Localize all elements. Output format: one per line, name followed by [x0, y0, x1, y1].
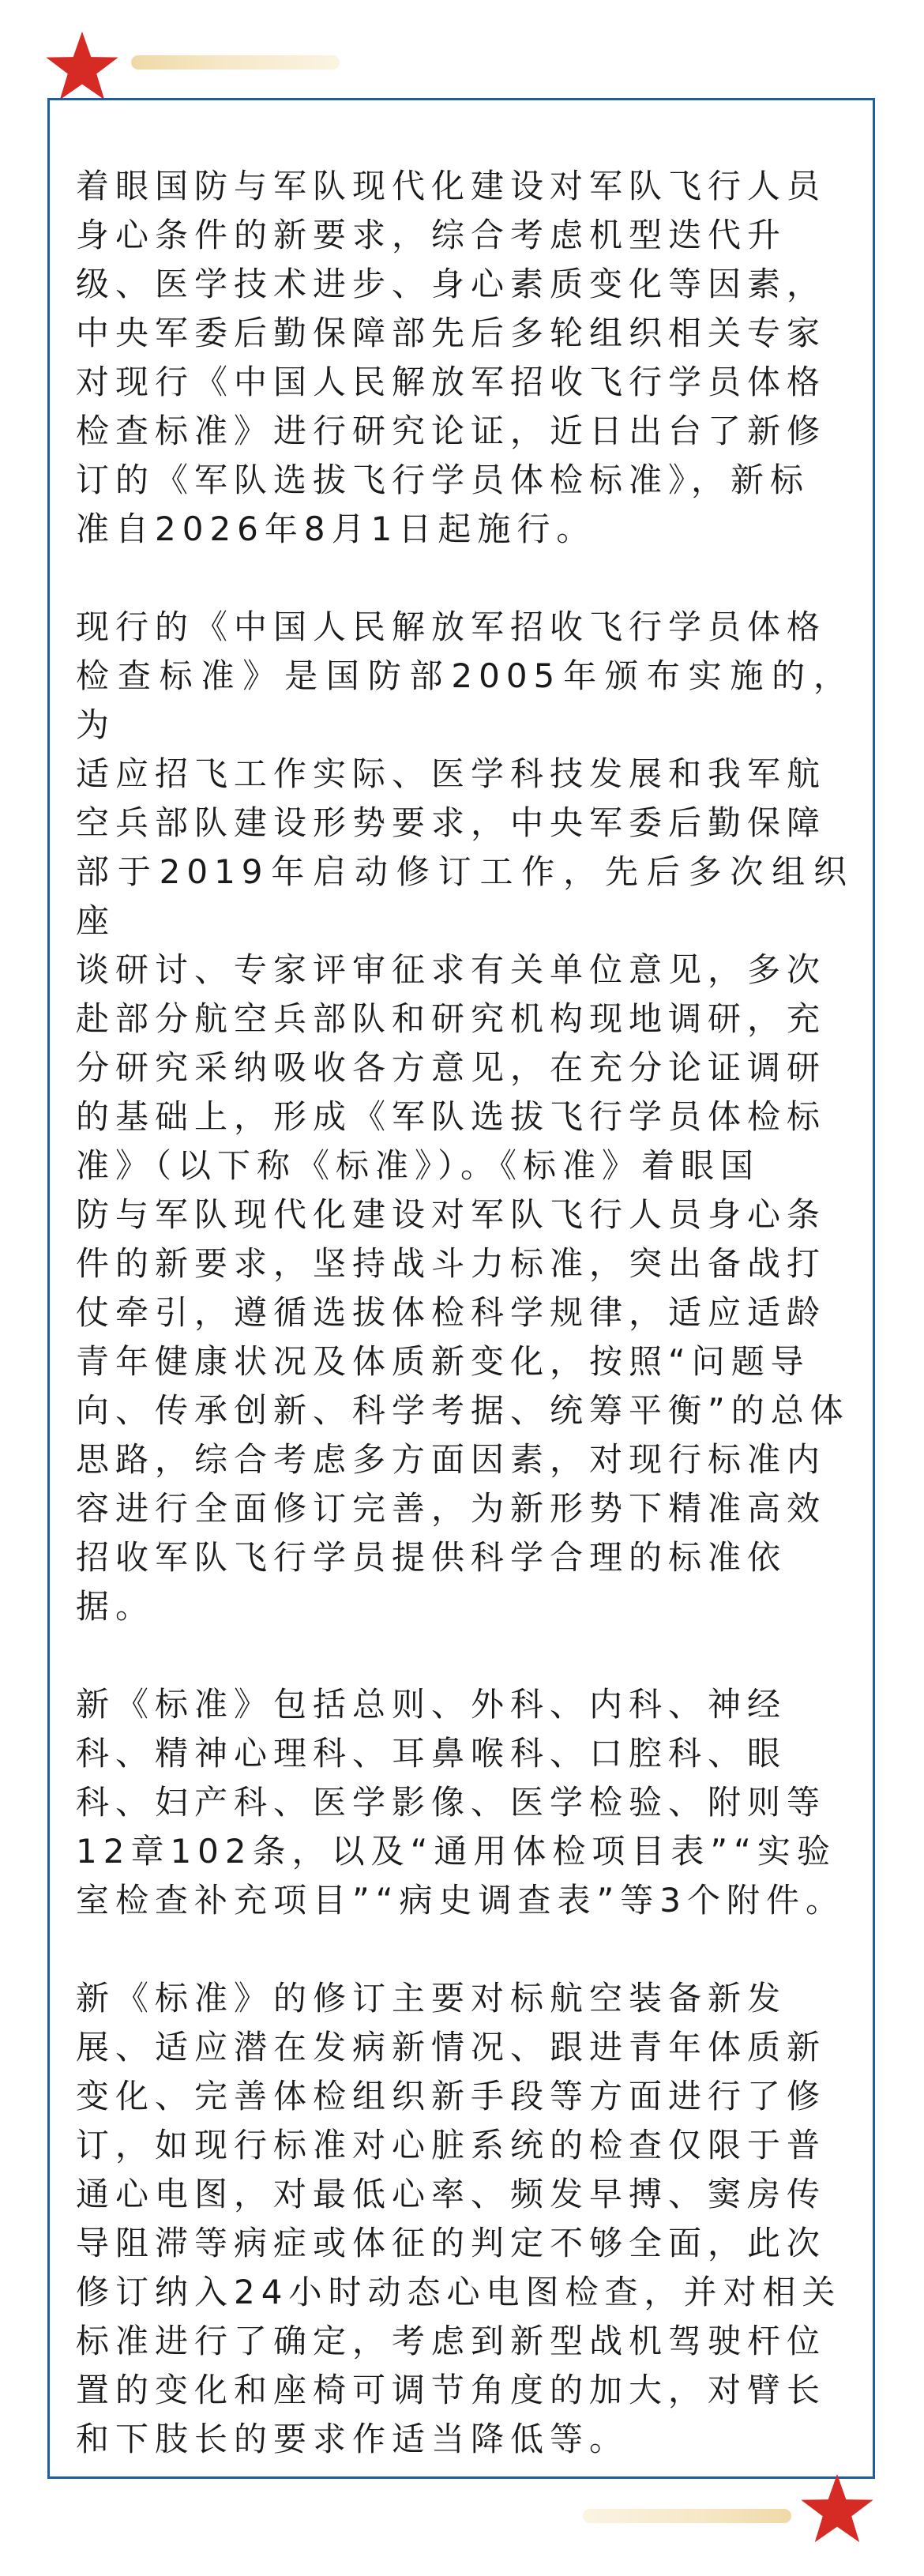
paragraph-intro: 着眼国防与军队现代化建设对军队飞行人员 身心条件的新要求，综合考虑机型迭代升 级、医学技术进步、身心素质变化等因素， 中央军委后勤保障部先后多轮组织相关专家 对现行《中国人民解放军招收飞行学员体格 检查标准》进行研究论证，近日出台了新修 订的《军队选拔飞行学员体检标准》，新标 准自2026年8月1日起施行。: [76, 167, 827, 548]
bottom-gold-bar: [583, 2509, 791, 2523]
red-star-icon: [799, 2471, 875, 2547]
paragraph-background: 现行的《中国人民解放军招收飞行学员体格 检查标准》是国防部2005年颁布实施的，为 适应招飞工作实际、医学科技发展和我军航 空兵部队建设形势要求，中央军委后勤保障 部于2019年启动修订工作，先后多次组织座 谈研讨、专家评审征求有关单位意见，多次 赴部分航空兵部队和研究机构现地调研，充 分研究采纳吸收各方意见，在充分论证调研 的基础上，形成《军队选拔飞行学员体检标 准》（以下称《标准》）。《标准》着眼国 防与军队现代化建设对军队飞行人员身心条 件的新要求，坚持战斗力标准，突出备战打 仗牵引，遵循选拔体检科学规律，适应适龄 青年健康状况及体质新变化，按照“问题导 向、传承创新、科学考据、统筹平衡”的总体 思路，综合考虑多方面因素，对现行标准内 容进行全面修订完善，为新形势下精准高效 招收军队飞行学员提供科学合理的标准依 据。: [76, 607, 853, 1626]
paragraph-revisions: 新《标准》的修订主要对标航空装备新发 展、适应潜在发病新情况、跟进青年体质新 变化、完善体检组织新手段等方面进行了修 订，如现行标准对心脏系统的检查仅限于普 通心电图，对最低心率、频发早搏、窦房传 导阻滞等病症或体征的判定不够全面，此次 修订纳入24小时动态心电图检查，并对相关 标准进行了确定，考虑到新型战机驾驶杆位 置的变化和座椅可调节角度的加大，对臂长 和下肢长的要求作适当降低等。: [76, 1979, 842, 2458]
red-star-icon: [44, 28, 120, 104]
article-body: [76, 162, 853, 2513]
top-gold-bar: [131, 55, 340, 70]
paragraph-structure: 新《标准》包括总则、外科、内科、神经 科、精神心理科、耳鼻喉科、口腔科、眼 科、妇产科、医学影像、医学检验、附则等 12章102条，以及“通用体检项目表”“实验 室检查补充项目”“病史调查表”等3个附件。: [76, 1685, 845, 1920]
